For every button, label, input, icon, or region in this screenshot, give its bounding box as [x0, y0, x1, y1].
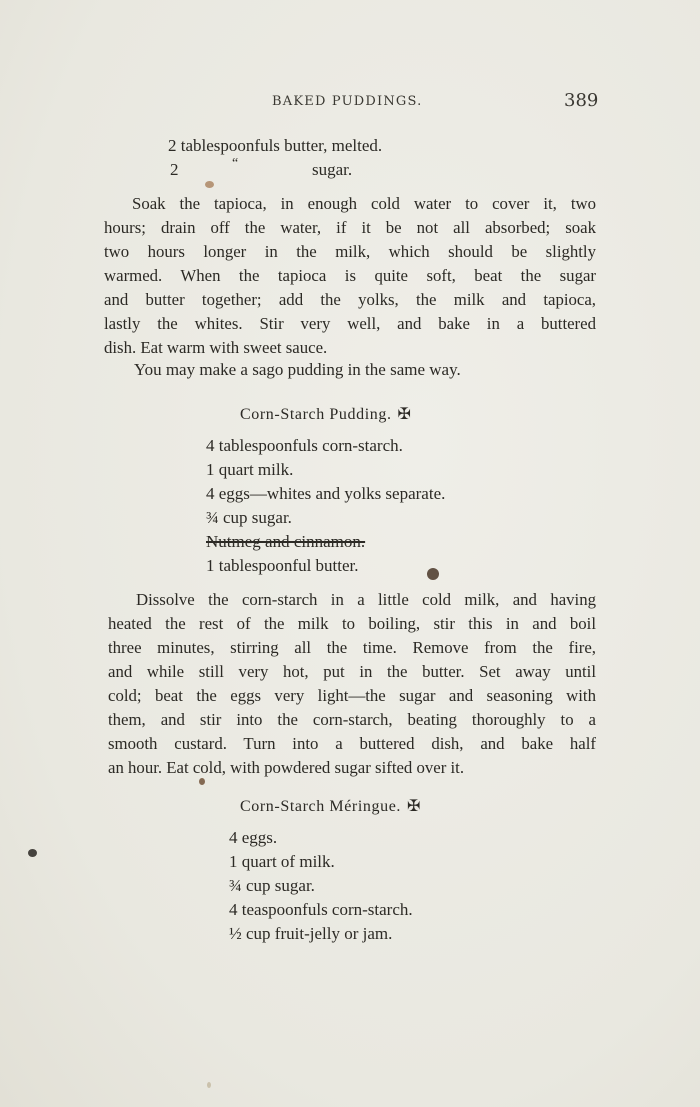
- ingredient-line: ¾ cup sugar.: [229, 876, 315, 895]
- ingredient-line: 4 tablespoonfuls corn-starch.: [206, 436, 403, 455]
- direction-line: dish. Eat warm with sweet sauce.: [104, 338, 328, 357]
- ink-blot: [427, 568, 439, 580]
- recipe-heading: [240, 796, 421, 816]
- direction-line: two hours longer in the milk, which should be slightly: [104, 242, 596, 261]
- direction-line: heated the rest of the milk to boiling, stir this in and boil: [108, 614, 596, 633]
- ingredient-line: 2 tablespoonfuls butter, melted.: [168, 136, 383, 155]
- ingredient-line: 1 quart of milk.: [229, 852, 335, 871]
- direction-line: Soak the tapioca, in enough cold water to cover it, two: [132, 194, 596, 213]
- maltese-cross-icon: ✠: [397, 406, 412, 423]
- ingredient-line: 4 eggs—whites and yolks separate.: [206, 484, 446, 503]
- ingredient-line: 4 teaspoonfuls corn-starch.: [229, 900, 413, 919]
- direction-line: them, and stir into the corn-starch, beating thoroughly to a: [108, 710, 596, 729]
- direction-line: hours; drain off the water, if it be not all absorbed; soak: [104, 218, 596, 237]
- ingredient-line: 4 eggs.: [229, 828, 278, 847]
- ingredient-line: ½ cup fruit-jelly or jam.: [229, 924, 393, 943]
- ink-blot: [199, 778, 205, 785]
- paper-stain: [207, 1082, 211, 1088]
- direction-line: lastly the whites. Stir very well, and bake in a buttered: [104, 314, 596, 333]
- page-number: 389: [564, 90, 599, 111]
- ingredient-line: 1 tablespoonful butter.: [206, 556, 359, 575]
- maltese-cross-icon: ✠: [407, 798, 422, 815]
- ingredient-line: 1 quart milk.: [206, 460, 294, 479]
- sago-note: You may make a sago pudding in the same way.: [134, 360, 461, 379]
- pudding-directions: [108, 588, 596, 780]
- tapioca-directions: [104, 192, 596, 360]
- recipe-title: Corn-Starch Méringue.: [240, 798, 402, 815]
- direction-line: three minutes, stirring all the time. Remove from the fire,: [108, 638, 596, 657]
- direction-line: and while still very hot, put in the butter. Set away until: [108, 662, 596, 681]
- ingredient-item: sugar.: [312, 160, 353, 179]
- ingredient-quantity: 2: [170, 160, 179, 179]
- direction-line: and butter together; add the yolks, the milk and tapioca,: [104, 290, 596, 309]
- paper-stain: [205, 181, 214, 188]
- running-header: BAKED PUDDINGS.: [272, 94, 423, 109]
- recipe-heading: [240, 404, 412, 424]
- direction-line: an hour. Eat cold, with powdered sugar sifted over it.: [108, 758, 465, 777]
- direction-line: warmed. When the tapioca is quite soft, beat the sugar: [104, 266, 596, 285]
- ditto-mark: “: [232, 156, 239, 171]
- ink-blot: [28, 849, 37, 857]
- recipe-title: Corn-Starch Pudding.: [240, 406, 392, 423]
- direction-line: smooth custard. Turn into a buttered dish, and bake half: [108, 734, 596, 753]
- direction-line: Dissolve the corn-starch in a little cold milk, and having: [136, 590, 596, 609]
- ingredient-line: ¾ cup sugar.: [206, 508, 292, 527]
- ingredient-line-struck: Nutmeg and cinnamon.: [206, 532, 366, 551]
- direction-line: cold; beat the eggs very light—the sugar and seasoning with: [108, 686, 596, 705]
